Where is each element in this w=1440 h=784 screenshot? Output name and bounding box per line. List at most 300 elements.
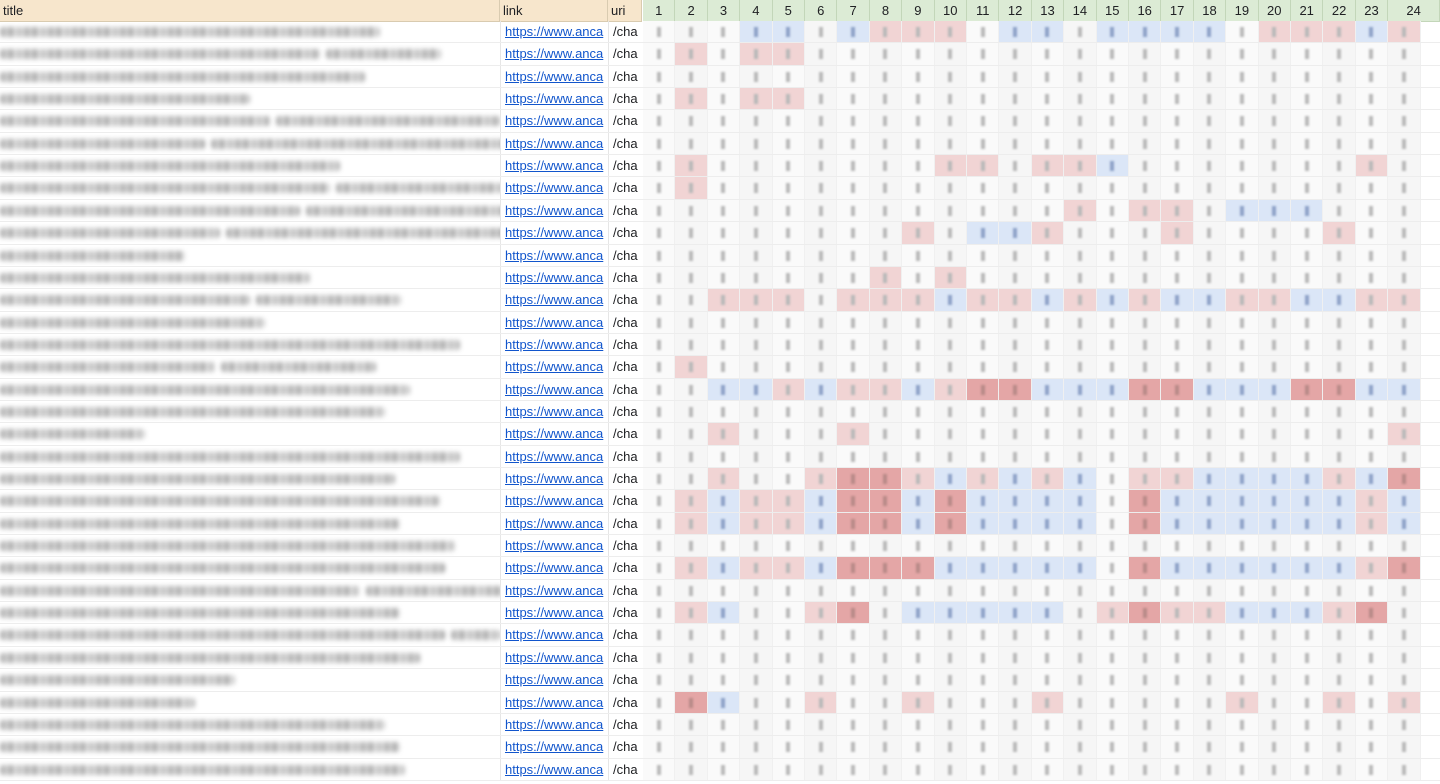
link-cell[interactable] <box>500 736 608 758</box>
heatmap-cell[interactable] <box>1259 401 1291 423</box>
heatmap-cell[interactable] <box>1356 490 1388 512</box>
heatmap-cell[interactable] <box>1323 602 1355 624</box>
heatmap-cell[interactable] <box>805 446 837 468</box>
table-row[interactable] <box>0 423 1440 445</box>
heatmap-cell[interactable] <box>902 200 934 222</box>
heatmap-cell[interactable] <box>773 602 805 624</box>
column-header-16[interactable]: 16 <box>1129 0 1161 22</box>
heatmap-cell[interactable] <box>837 624 869 646</box>
uri-cell[interactable]: /cha <box>608 133 642 155</box>
heatmap-cell[interactable] <box>1323 535 1355 557</box>
link-cell[interactable] <box>500 602 608 624</box>
heatmap-cell[interactable] <box>837 155 869 177</box>
heatmap-cell[interactable] <box>1226 557 1258 579</box>
heatmap-cell[interactable] <box>1161 490 1193 512</box>
heatmap-cell[interactable] <box>870 580 902 602</box>
heatmap-cell[interactable] <box>1291 267 1323 289</box>
heatmap-cell[interactable] <box>1259 110 1291 132</box>
uri-cell[interactable]: /cha <box>608 222 642 244</box>
heatmap-cell[interactable] <box>773 736 805 758</box>
heatmap-cell[interactable] <box>902 580 934 602</box>
heatmap-cell[interactable] <box>805 692 837 714</box>
heatmap-cell[interactable] <box>870 736 902 758</box>
heatmap-cell[interactable] <box>870 334 902 356</box>
uri-cell[interactable]: /cha <box>608 401 642 423</box>
heatmap-cell[interactable] <box>675 468 707 490</box>
heatmap-cell[interactable] <box>1259 624 1291 646</box>
heatmap-cell[interactable] <box>1388 669 1420 691</box>
heatmap-cell[interactable] <box>740 177 772 199</box>
title-cell[interactable] <box>0 535 500 557</box>
heatmap-cell[interactable] <box>1097 736 1129 758</box>
row-link[interactable]: https://www.anca <box>505 403 604 419</box>
table-row[interactable] <box>0 513 1440 535</box>
heatmap-cell[interactable] <box>708 692 740 714</box>
heatmap-cell[interactable] <box>805 669 837 691</box>
heatmap-cell[interactable] <box>675 267 707 289</box>
heatmap-cell[interactable] <box>1064 222 1096 244</box>
heatmap-cell[interactable] <box>967 88 999 110</box>
heatmap-cell[interactable] <box>708 647 740 669</box>
heatmap-cell[interactable] <box>643 66 675 88</box>
heatmap-cell[interactable] <box>1356 535 1388 557</box>
heatmap-cell[interactable] <box>1291 446 1323 468</box>
heatmap-cell[interactable] <box>1129 759 1161 781</box>
uri-cell[interactable]: /cha <box>608 43 642 65</box>
heatmap-cell[interactable] <box>967 155 999 177</box>
heatmap-cell[interactable] <box>675 334 707 356</box>
heatmap-cell[interactable] <box>1032 490 1064 512</box>
heatmap-cell[interactable] <box>1194 66 1226 88</box>
heatmap-cell[interactable] <box>902 423 934 445</box>
heatmap-cell[interactable] <box>773 110 805 132</box>
heatmap-cell[interactable] <box>773 669 805 691</box>
table-row[interactable] <box>0 289 1440 311</box>
heatmap-cell[interactable] <box>1064 177 1096 199</box>
heatmap-cell[interactable] <box>1129 245 1161 267</box>
title-cell[interactable] <box>0 379 500 401</box>
heatmap-cell[interactable] <box>1064 245 1096 267</box>
heatmap-cell[interactable] <box>967 289 999 311</box>
heatmap-cell[interactable] <box>773 21 805 43</box>
heatmap-cell[interactable] <box>1064 580 1096 602</box>
heatmap-cell[interactable] <box>1064 602 1096 624</box>
heatmap-cell[interactable] <box>1226 133 1258 155</box>
heatmap-cell[interactable] <box>1161 736 1193 758</box>
heatmap-cell[interactable] <box>935 401 967 423</box>
heatmap-cell[interactable] <box>1032 110 1064 132</box>
heatmap-cell[interactable] <box>1097 312 1129 334</box>
heatmap-cell[interactable] <box>1388 222 1420 244</box>
heatmap-cell[interactable] <box>740 110 772 132</box>
heatmap-cell[interactable] <box>1356 334 1388 356</box>
heatmap-cell[interactable] <box>837 535 869 557</box>
heatmap-cell[interactable] <box>740 446 772 468</box>
heatmap-cell[interactable] <box>675 557 707 579</box>
heatmap-cell[interactable] <box>1129 379 1161 401</box>
column-header-uri[interactable]: uri <box>608 0 642 22</box>
heatmap-cell[interactable] <box>1194 222 1226 244</box>
heatmap-cell[interactable] <box>1323 669 1355 691</box>
heatmap-cell[interactable] <box>1161 580 1193 602</box>
heatmap-cell[interactable] <box>773 490 805 512</box>
heatmap-cell[interactable] <box>1226 692 1258 714</box>
heatmap-cell[interactable] <box>1226 669 1258 691</box>
heatmap-cell[interactable] <box>1323 557 1355 579</box>
heatmap-cell[interactable] <box>1129 334 1161 356</box>
link-cell[interactable] <box>500 557 608 579</box>
heatmap-cell[interactable] <box>1097 557 1129 579</box>
heatmap-cell[interactable] <box>643 155 675 177</box>
link-cell[interactable] <box>500 21 608 43</box>
heatmap-cell[interactable] <box>1194 535 1226 557</box>
row-link[interactable]: https://www.anca <box>505 493 604 509</box>
heatmap-cell[interactable] <box>1194 356 1226 378</box>
heatmap-cell[interactable] <box>935 736 967 758</box>
heatmap-cell[interactable] <box>1323 133 1355 155</box>
heatmap-cell[interactable] <box>1291 557 1323 579</box>
heatmap-cell[interactable] <box>740 289 772 311</box>
heatmap-cell[interactable] <box>1032 692 1064 714</box>
heatmap-cell[interactable] <box>999 647 1031 669</box>
heatmap-cell[interactable] <box>708 379 740 401</box>
heatmap-cell[interactable] <box>805 580 837 602</box>
heatmap-cell[interactable] <box>1097 289 1129 311</box>
heatmap-cell[interactable] <box>805 334 837 356</box>
heatmap-cell[interactable] <box>967 356 999 378</box>
uri-cell[interactable]: /cha <box>608 155 642 177</box>
heatmap-cell[interactable] <box>740 401 772 423</box>
heatmap-cell[interactable] <box>1356 624 1388 646</box>
heatmap-cell[interactable] <box>1226 267 1258 289</box>
heatmap-cell[interactable] <box>1161 267 1193 289</box>
heatmap-cell[interactable] <box>805 736 837 758</box>
heatmap-cell[interactable] <box>708 602 740 624</box>
heatmap-cell[interactable] <box>1291 714 1323 736</box>
heatmap-cell[interactable] <box>1032 647 1064 669</box>
heatmap-cell[interactable] <box>1129 624 1161 646</box>
heatmap-cell[interactable] <box>643 43 675 65</box>
heatmap-cell[interactable] <box>1129 43 1161 65</box>
column-header-3[interactable]: 3 <box>708 0 740 22</box>
uri-cell[interactable]: /cha <box>608 200 642 222</box>
heatmap-cell[interactable] <box>870 490 902 512</box>
heatmap-cell[interactable] <box>902 557 934 579</box>
heatmap-cell[interactable] <box>1356 513 1388 535</box>
heatmap-cell[interactable] <box>708 110 740 132</box>
heatmap-cell[interactable] <box>1356 110 1388 132</box>
heatmap-cell[interactable] <box>837 88 869 110</box>
heatmap-cell[interactable] <box>773 647 805 669</box>
link-cell[interactable] <box>500 222 608 244</box>
heatmap-cell[interactable] <box>1161 379 1193 401</box>
row-link[interactable]: https://www.anca <box>505 381 604 397</box>
heatmap-cell[interactable] <box>967 334 999 356</box>
heatmap-cell[interactable] <box>902 66 934 88</box>
heatmap-cell[interactable] <box>1226 580 1258 602</box>
column-header-2[interactable]: 2 <box>675 0 707 22</box>
heatmap-cell[interactable] <box>643 267 675 289</box>
heatmap-cell[interactable] <box>773 312 805 334</box>
link-cell[interactable] <box>500 624 608 646</box>
heatmap-cell[interactable] <box>1032 21 1064 43</box>
row-link[interactable]: https://www.anca <box>505 672 604 688</box>
row-link[interactable]: https://www.anca <box>505 448 604 464</box>
heatmap-cell[interactable] <box>643 490 675 512</box>
heatmap-cell[interactable] <box>999 21 1031 43</box>
heatmap-cell[interactable] <box>643 401 675 423</box>
uri-cell[interactable]: /cha <box>608 379 642 401</box>
heatmap-cell[interactable] <box>1032 669 1064 691</box>
heatmap-cell[interactable] <box>1226 490 1258 512</box>
heatmap-cell[interactable] <box>1161 401 1193 423</box>
heatmap-cell[interactable] <box>1291 312 1323 334</box>
link-cell[interactable] <box>500 66 608 88</box>
heatmap-cell[interactable] <box>935 468 967 490</box>
heatmap-cell[interactable] <box>837 647 869 669</box>
heatmap-cell[interactable] <box>870 669 902 691</box>
heatmap-cell[interactable] <box>902 177 934 199</box>
heatmap-cell[interactable] <box>740 580 772 602</box>
heatmap-cell[interactable] <box>1356 289 1388 311</box>
row-link[interactable]: https://www.anca <box>505 560 604 576</box>
heatmap-cell[interactable] <box>1226 66 1258 88</box>
heatmap-cell[interactable] <box>1097 647 1129 669</box>
heatmap-cell[interactable] <box>675 21 707 43</box>
table-row[interactable] <box>0 312 1440 334</box>
heatmap-cell[interactable] <box>1356 692 1388 714</box>
heatmap-cell[interactable] <box>805 468 837 490</box>
link-cell[interactable] <box>500 580 608 602</box>
heatmap-cell[interactable] <box>1161 714 1193 736</box>
table-row[interactable] <box>0 334 1440 356</box>
uri-cell[interactable]: /cha <box>608 423 642 445</box>
heatmap-cell[interactable] <box>773 177 805 199</box>
heatmap-cell[interactable] <box>675 692 707 714</box>
heatmap-cell[interactable] <box>643 647 675 669</box>
heatmap-cell[interactable] <box>740 557 772 579</box>
heatmap-cell[interactable] <box>1388 133 1420 155</box>
heatmap-cell[interactable] <box>1161 200 1193 222</box>
heatmap-cell[interactable] <box>740 133 772 155</box>
heatmap-cell[interactable] <box>967 490 999 512</box>
heatmap-cell[interactable] <box>675 490 707 512</box>
heatmap-cell[interactable] <box>1194 557 1226 579</box>
row-link[interactable]: https://www.anca <box>505 91 604 107</box>
heatmap-cell[interactable] <box>870 289 902 311</box>
heatmap-cell[interactable] <box>708 66 740 88</box>
heatmap-cell[interactable] <box>1323 88 1355 110</box>
heatmap-cell[interactable] <box>773 245 805 267</box>
heatmap-cell[interactable] <box>837 133 869 155</box>
heatmap-cell[interactable] <box>1259 468 1291 490</box>
link-cell[interactable] <box>500 267 608 289</box>
heatmap-cell[interactable] <box>1161 222 1193 244</box>
heatmap-cell[interactable] <box>1194 289 1226 311</box>
heatmap-cell[interactable] <box>999 155 1031 177</box>
heatmap-cell[interactable] <box>1129 580 1161 602</box>
table-row[interactable] <box>0 759 1440 781</box>
column-header-19[interactable]: 19 <box>1226 0 1258 22</box>
heatmap-cell[interactable] <box>1226 289 1258 311</box>
heatmap-cell[interactable] <box>870 356 902 378</box>
heatmap-cell[interactable] <box>773 580 805 602</box>
uri-cell[interactable]: /cha <box>608 312 642 334</box>
heatmap-cell[interactable] <box>740 334 772 356</box>
title-cell[interactable] <box>0 490 500 512</box>
heatmap-cell[interactable] <box>1064 110 1096 132</box>
heatmap-cell[interactable] <box>1129 267 1161 289</box>
heatmap-cell[interactable] <box>999 736 1031 758</box>
heatmap-cell[interactable] <box>643 759 675 781</box>
heatmap-cell[interactable] <box>1194 155 1226 177</box>
heatmap-cell[interactable] <box>1226 624 1258 646</box>
heatmap-cell[interactable] <box>1194 133 1226 155</box>
heatmap-cell[interactable] <box>1388 759 1420 781</box>
heatmap-cell[interactable] <box>1194 110 1226 132</box>
table-row[interactable] <box>0 356 1440 378</box>
heatmap-cell[interactable] <box>935 200 967 222</box>
heatmap-cell[interactable] <box>1161 133 1193 155</box>
heatmap-cell[interactable] <box>1064 312 1096 334</box>
row-link[interactable]: https://www.anca <box>505 761 604 777</box>
heatmap-cell[interactable] <box>967 133 999 155</box>
heatmap-cell[interactable] <box>1259 267 1291 289</box>
heatmap-cell[interactable] <box>1356 557 1388 579</box>
heatmap-cell[interactable] <box>1356 312 1388 334</box>
heatmap-cell[interactable] <box>708 714 740 736</box>
heatmap-cell[interactable] <box>1356 647 1388 669</box>
title-cell[interactable] <box>0 714 500 736</box>
heatmap-cell[interactable] <box>1259 759 1291 781</box>
table-row[interactable] <box>0 557 1440 579</box>
heatmap-cell[interactable] <box>935 624 967 646</box>
heatmap-cell[interactable] <box>1161 155 1193 177</box>
title-cell[interactable] <box>0 88 500 110</box>
heatmap-cell[interactable] <box>1032 222 1064 244</box>
heatmap-cell[interactable] <box>1032 557 1064 579</box>
heatmap-cell[interactable] <box>967 535 999 557</box>
heatmap-cell[interactable] <box>1259 21 1291 43</box>
uri-cell[interactable]: /cha <box>608 490 642 512</box>
heatmap-cell[interactable] <box>1097 245 1129 267</box>
uri-cell[interactable]: /cha <box>608 759 642 781</box>
heatmap-cell[interactable] <box>708 334 740 356</box>
heatmap-cell[interactable] <box>675 647 707 669</box>
heatmap-cell[interactable] <box>675 88 707 110</box>
heatmap-cell[interactable] <box>1291 535 1323 557</box>
heatmap-cell[interactable] <box>740 88 772 110</box>
heatmap-cell[interactable] <box>902 133 934 155</box>
table-row[interactable] <box>0 490 1440 512</box>
heatmap-cell[interactable] <box>870 692 902 714</box>
heatmap-cell[interactable] <box>999 513 1031 535</box>
uri-cell[interactable]: /cha <box>608 602 642 624</box>
heatmap-cell[interactable] <box>1064 88 1096 110</box>
heatmap-cell[interactable] <box>1194 43 1226 65</box>
heatmap-cell[interactable] <box>1259 647 1291 669</box>
table-row[interactable] <box>0 245 1440 267</box>
heatmap-cell[interactable] <box>999 759 1031 781</box>
heatmap-cell[interactable] <box>1356 267 1388 289</box>
heatmap-cell[interactable] <box>1226 714 1258 736</box>
heatmap-cell[interactable] <box>935 580 967 602</box>
heatmap-cell[interactable] <box>1129 312 1161 334</box>
heatmap-cell[interactable] <box>1064 513 1096 535</box>
table-row[interactable] <box>0 110 1440 132</box>
heatmap-cell[interactable] <box>967 468 999 490</box>
link-cell[interactable] <box>500 647 608 669</box>
heatmap-cell[interactable] <box>1323 759 1355 781</box>
heatmap-cell[interactable] <box>805 602 837 624</box>
heatmap-cell[interactable] <box>1356 43 1388 65</box>
heatmap-cell[interactable] <box>935 446 967 468</box>
table-row[interactable] <box>0 535 1440 557</box>
heatmap-cell[interactable] <box>1032 177 1064 199</box>
heatmap-cell[interactable] <box>967 200 999 222</box>
heatmap-cell[interactable] <box>1259 602 1291 624</box>
heatmap-cell[interactable] <box>1388 267 1420 289</box>
heatmap-cell[interactable] <box>675 580 707 602</box>
heatmap-cell[interactable] <box>1226 513 1258 535</box>
heatmap-cell[interactable] <box>1161 535 1193 557</box>
heatmap-cell[interactable] <box>837 669 869 691</box>
table-row[interactable] <box>0 692 1440 714</box>
heatmap-cell[interactable] <box>999 334 1031 356</box>
heatmap-cell[interactable] <box>967 446 999 468</box>
heatmap-cell[interactable] <box>999 468 1031 490</box>
heatmap-cell[interactable] <box>1032 468 1064 490</box>
heatmap-cell[interactable] <box>902 334 934 356</box>
heatmap-cell[interactable] <box>1259 423 1291 445</box>
heatmap-cell[interactable] <box>773 155 805 177</box>
heatmap-cell[interactable] <box>773 692 805 714</box>
heatmap-cell[interactable] <box>1323 43 1355 65</box>
heatmap-cell[interactable] <box>837 289 869 311</box>
heatmap-cell[interactable] <box>1129 736 1161 758</box>
heatmap-cell[interactable] <box>675 602 707 624</box>
uri-cell[interactable]: /cha <box>608 557 642 579</box>
heatmap-cell[interactable] <box>1064 490 1096 512</box>
heatmap-cell[interactable] <box>708 222 740 244</box>
heatmap-cell[interactable] <box>935 379 967 401</box>
heatmap-cell[interactable] <box>1356 379 1388 401</box>
heatmap-cell[interactable] <box>935 513 967 535</box>
heatmap-cell[interactable] <box>740 513 772 535</box>
link-cell[interactable] <box>500 289 608 311</box>
heatmap-cell[interactable] <box>999 312 1031 334</box>
row-link[interactable]: https://www.anca <box>505 716 604 732</box>
heatmap-cell[interactable] <box>1064 423 1096 445</box>
heatmap-cell[interactable] <box>675 624 707 646</box>
heatmap-cell[interactable] <box>935 155 967 177</box>
heatmap-cell[interactable] <box>837 692 869 714</box>
heatmap-cell[interactable] <box>1161 110 1193 132</box>
heatmap-cell[interactable] <box>708 736 740 758</box>
heatmap-cell[interactable] <box>999 66 1031 88</box>
heatmap-cell[interactable] <box>1291 736 1323 758</box>
heatmap-cell[interactable] <box>1161 245 1193 267</box>
heatmap-cell[interactable] <box>837 401 869 423</box>
heatmap-cell[interactable] <box>1356 446 1388 468</box>
heatmap-cell[interactable] <box>902 647 934 669</box>
heatmap-cell[interactable] <box>643 580 675 602</box>
heatmap-cell[interactable] <box>967 245 999 267</box>
heatmap-cell[interactable] <box>902 759 934 781</box>
heatmap-cell[interactable] <box>967 669 999 691</box>
heatmap-cell[interactable] <box>773 133 805 155</box>
heatmap-cell[interactable] <box>675 110 707 132</box>
